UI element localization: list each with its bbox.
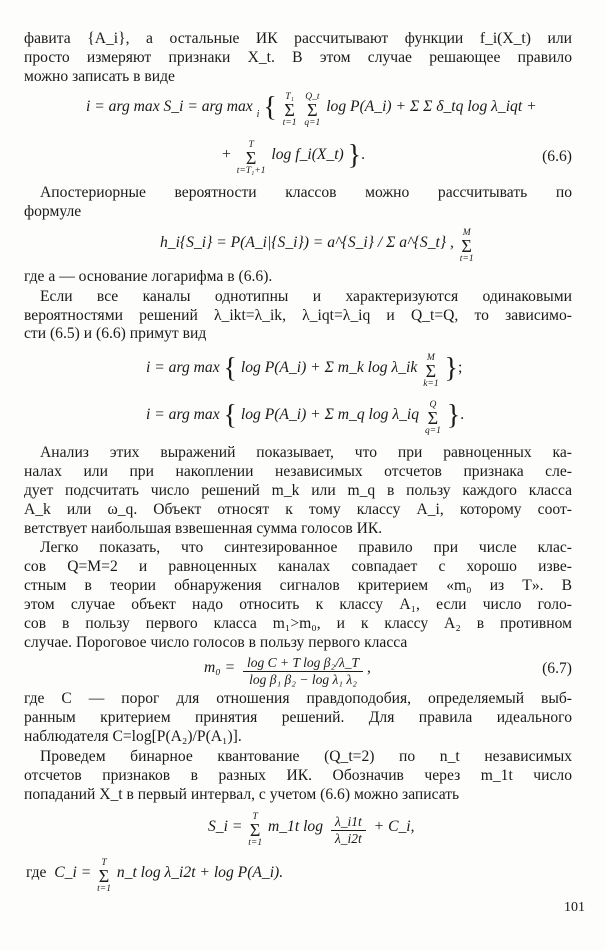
text-line: этом случае объект надо относить к классу A₁, если число голо- xyxy=(24,596,572,613)
text-line: вероятностями решений λ_ikt=λ_ik, λ_iqt=λ_iq и Q_t=Q, то зависимо- xyxy=(24,307,572,324)
sum-1: T₁ Σ t=1 xyxy=(282,92,297,128)
eq-text: h_i{S_i} = P(A_i|{S_i}) = a^{S_i} / Σ a^{S_t} , xyxy=(160,234,454,251)
sum-t: T Σ t=1 xyxy=(97,858,111,894)
text-line: можно записать в виде xyxy=(24,68,175,85)
text-line: Апостериорные вероятности классов можно рассчитывать по xyxy=(40,184,572,201)
page-number: 101 xyxy=(564,900,585,915)
equation-si: S_i = T Σ t=1 m_1t log $\frac{\lambda\_i1t}{\lambda\_i2t}$ + C_i, xyxy=(208,812,415,848)
text-line: где C — порог для отношения правдоподобия, определяемый выб- xyxy=(24,690,572,707)
fraction: $\frac{\lambda\_i1t}{\lambda\_i2t}$ xyxy=(331,814,366,847)
equation-ci: где C_i = T Σ t=1 n_t log λ_i2t + log P(A_i). xyxy=(26,858,284,894)
sum-posterior: M Σ t=1 xyxy=(459,228,474,264)
equation-6-6-line-1 xyxy=(86,92,537,128)
equation-6-7: m₀ = $\frac{\text{log C + T log β₂/λ\_T}}{\text{log β₁ β₂ − log λ₁ λ₂}}$ , xyxy=(204,655,371,687)
eq-lhs: i = arg max S_i = arg max xyxy=(86,98,253,115)
text-line: фавита {A_i}, а остальные ИК рассчитывают функции f_i(X_t) или xyxy=(24,30,572,47)
text-line: стным в теории обнаружения сигналов критерием «m₀ из T». В xyxy=(24,577,572,594)
equation-posterior xyxy=(160,228,476,264)
sum-q: Q Σ q=1 xyxy=(424,400,441,436)
text-line: отсчетов признаков в разных ИК. Обозначив через m_1t число xyxy=(24,767,572,784)
text-line: сти (6.5) и (6.6) примут вид xyxy=(24,325,207,342)
text-line: дует подсчитать число решений m_k или m_q в пользу каждого класса xyxy=(24,482,572,499)
equation-number: (6.6) xyxy=(542,148,572,165)
text-line: ветствует наибольшая взвешенная сумма голосов ИК. xyxy=(24,520,383,537)
sum-t: T Σ t=1 xyxy=(248,812,263,848)
text-line: сов в пользу первого класса m₁>m₀, и к классу A₂ в противном xyxy=(24,615,572,632)
text-line: Проведем бинарное квантование (Q_t=2) по n_t независимых xyxy=(40,748,572,765)
text-line: налах или при накоплении независимых отсчетов признака сле- xyxy=(24,463,572,480)
text-line: просто измеряют признаки X_t. В этом случае решающее правило xyxy=(24,49,572,66)
fraction: $\frac{\text{log C + T log β₂/λ\_T}}{\text{log β₁ β₂ − log λ₁ λ₂}}$ xyxy=(243,655,363,688)
equation-number: (6.7) xyxy=(542,660,572,677)
text-line: формуле xyxy=(24,203,82,220)
left-brace: { xyxy=(263,92,277,123)
equation-argmax-k: i = arg max { log P(A_i) + Σ m_k log λ_ik M Σ k=1 }; xyxy=(146,353,463,389)
sum-k: M Σ k=1 xyxy=(423,353,439,389)
text-line: случае. Пороговое число голосов в пользу первого класса xyxy=(24,634,408,651)
text-line: ранным критерием принятия решений. Для правила идеального xyxy=(24,709,572,726)
sum-2: Q_t Σ q=1 xyxy=(304,92,321,128)
eq-body: log P(A_i) + Σ Σ δ_tq log λ_iqt + xyxy=(326,98,537,115)
text-line: наблюдателя C=log[P(A₂)/P(A₁)]. xyxy=(24,728,242,745)
argmax-subscript: i xyxy=(256,109,260,120)
equation-argmax-q: i = arg max { log P(A_i) + Σ m_q log λ_iq Q Σ q=1 }. xyxy=(146,400,465,436)
text-line: A_k или ω_q. Объект относят к тому классу A_i, которому соот- xyxy=(24,501,572,518)
text-line: попаданий X_t в первый интервал, с учетом (6.6) можно записать xyxy=(24,786,460,803)
text-line: сов Q=M=2 и равноценных каналах совпадает с хорошо изве- xyxy=(24,558,572,575)
text-line: Если все каналы однотипны и характеризуются одинаковыми xyxy=(40,288,572,305)
text-line: Легко показать, что синтезированное правило при числе клас- xyxy=(40,539,572,556)
eq-body: log f_i(X_t) xyxy=(271,146,344,163)
text-line: Анализ этих выражений показывает, что при равноценных ка- xyxy=(40,444,572,461)
text-line: где a — основание логарифма в (6.6). xyxy=(24,268,273,285)
sum-3: T Σ t=T₁+1 xyxy=(236,140,266,176)
equation-6-6-line-2: + T Σ t=T₁+1 log f_i(X_t) }. xyxy=(222,140,365,176)
